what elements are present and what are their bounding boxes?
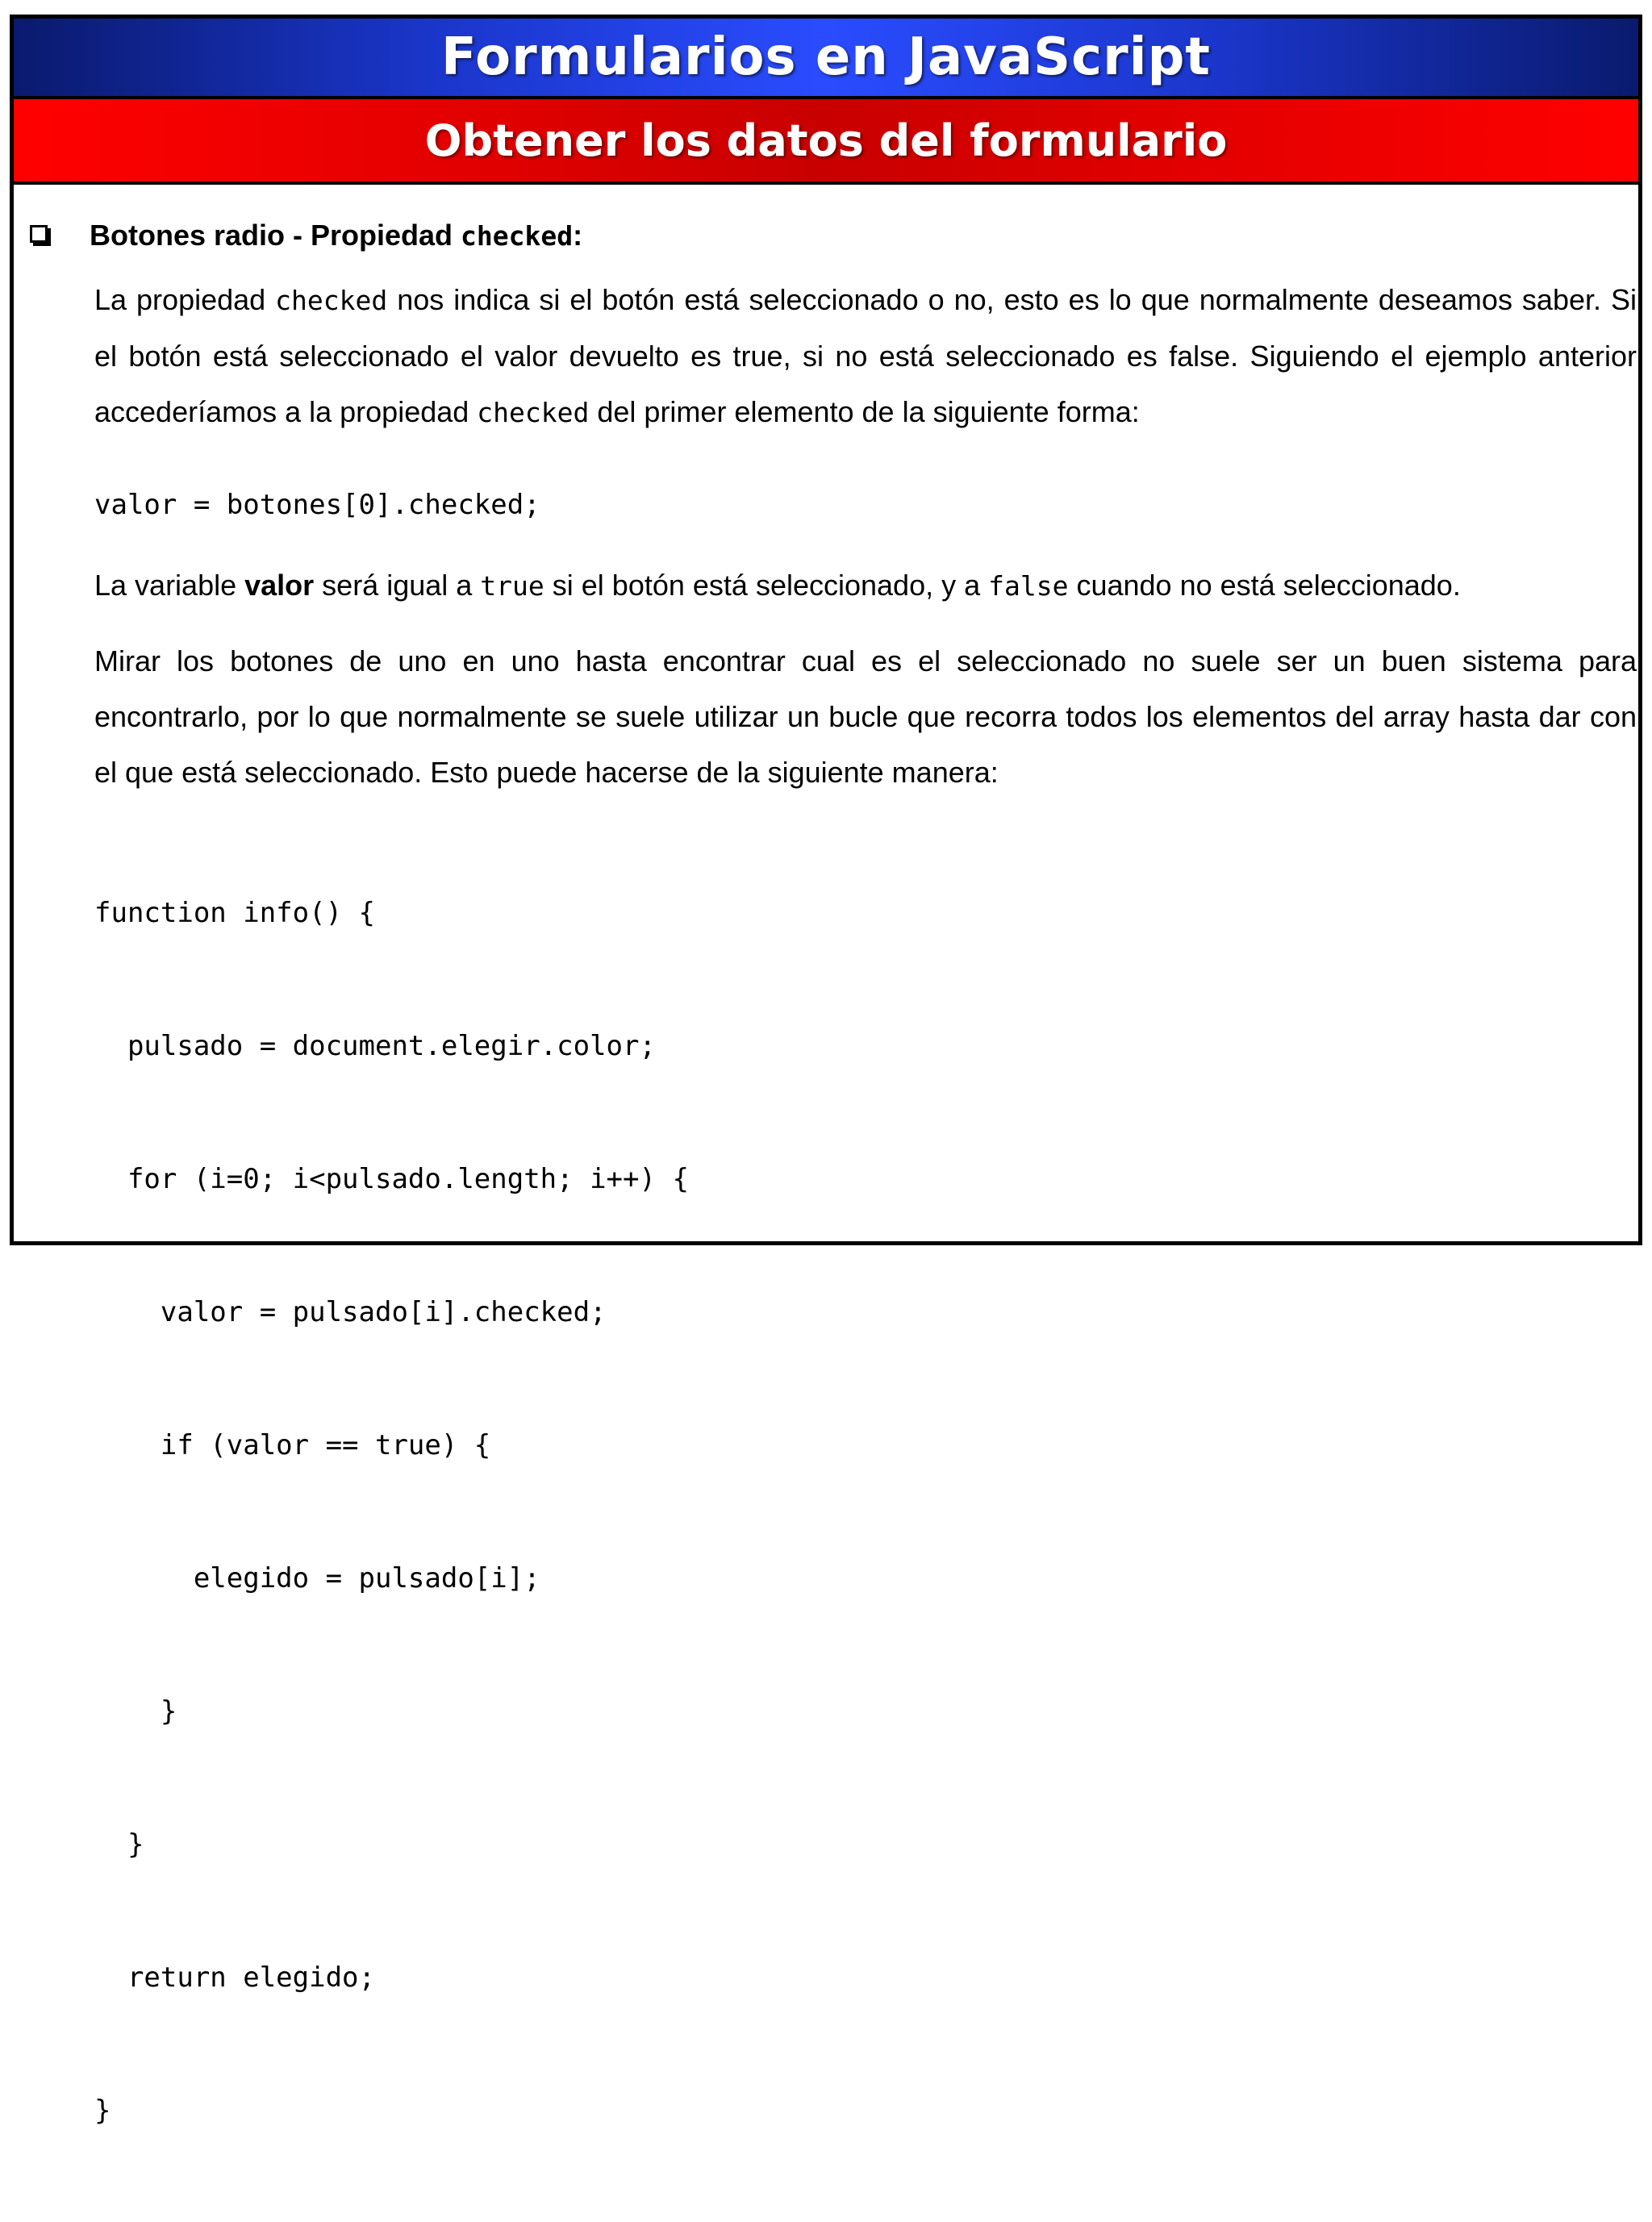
code-line: elegido = pulsado[i];: [94, 1562, 540, 1595]
code-example-function: [94, 803, 689, 2222]
paragraph-valor-description: [94, 557, 1637, 614]
inline-code: true: [480, 570, 544, 602]
code-line: }: [94, 1828, 144, 1861]
heading-code: checked: [461, 220, 574, 252]
section-heading: [90, 219, 582, 252]
inline-code: checked: [275, 285, 388, 316]
code-line: }: [94, 2095, 111, 2127]
subtitle-banner: [14, 99, 1638, 185]
code-line: return elegido;: [94, 1961, 375, 1994]
paragraph-text: cuando no está seleccionado.: [1068, 569, 1461, 602]
code-line: valor = pulsado[i].checked;: [94, 1296, 607, 1328]
heading-suffix: :: [573, 219, 583, 252]
slide-frame: [10, 15, 1642, 2127]
title-banner: [14, 19, 1638, 99]
paragraph-text: La variable: [94, 569, 245, 602]
checkbox-bullet-icon: [30, 225, 48, 243]
code-line: if (valor == true) {: [94, 1429, 491, 1461]
bold-term: valor: [244, 569, 315, 602]
inline-code: false: [988, 570, 1069, 602]
paragraph-loop-description: Mirar los botones de uno en uno hasta encontrar cual es el seleccionado no suele ser un buen sistema para encontrarlo, por lo que normalmente se suele utilizar un bucle que recorra todos los elementos del array hasta dar con el que está seleccionado. Esto puede hacerse de la siguiente manera:: [94, 644, 1637, 789]
paragraph-text: del primer elemento de la siguiente forma:: [589, 395, 1140, 428]
inline-code: checked: [477, 397, 590, 428]
slide-title: Formularios en JavaScript: [441, 27, 1211, 87]
code-line: }: [94, 1695, 177, 1728]
paragraph-text: si el botón está seleccionado, y a: [544, 569, 989, 602]
paragraph-text: nos indica si el botón está seleccionado o no, esto es lo que normalmente deseamos saber. Si el botón está seleccionado el valor devuelto es true, si no está seleccionado es false. Siguiendo el ejemplo anterior accederíamos a la propiedad: [94, 283, 1637, 428]
code-line: for (i=0; i<pulsado.length; i++) {: [94, 1163, 689, 1195]
paragraph-checked-description: [94, 272, 1637, 440]
section-heading-row: [30, 219, 582, 252]
slide-subtitle: Obtener los datos del formulario: [424, 115, 1228, 166]
paragraph-text: La propiedad: [94, 283, 276, 316]
code-line: pulsado = document.elegir.color;: [94, 1030, 656, 1062]
code-line: function info() {: [94, 897, 375, 929]
code-example-single: valor = botones[0].checked;: [94, 489, 540, 521]
slide-content: [14, 185, 1638, 2127]
paragraph-text: será igual a: [314, 569, 481, 602]
heading-text: Botones radio - Propiedad: [90, 219, 461, 252]
